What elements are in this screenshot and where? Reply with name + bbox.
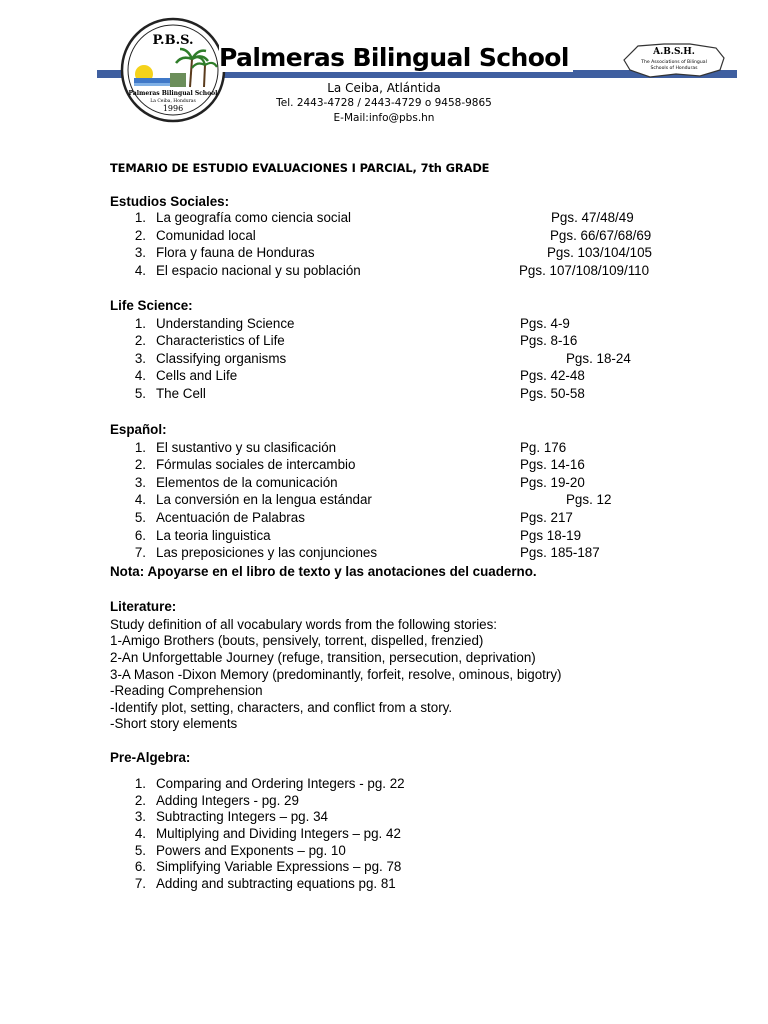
- item-text: Comunidad local: [156, 228, 256, 243]
- item-number: 7.: [134, 876, 146, 891]
- item-number: 1.: [134, 316, 146, 331]
- item-number: 2.: [134, 228, 146, 243]
- item-number: 4.: [134, 368, 146, 383]
- life-science-heading: Life Science:: [110, 298, 193, 313]
- item-number: 2.: [134, 793, 146, 808]
- item-number: 2.: [134, 457, 146, 472]
- item-pages: Pg. 176: [520, 440, 567, 455]
- literature-line: -Identify plot, setting, characters, and conflict from a story.: [110, 700, 453, 715]
- absh-letters: A.B.S.H.: [653, 47, 695, 57]
- item-pages: Pgs. 185-187: [520, 545, 600, 560]
- item-number: 1.: [134, 776, 146, 791]
- item-text: Acentuación de Palabras: [156, 510, 305, 525]
- item-text: La geografía como ciencia social: [156, 210, 352, 225]
- item-text: Classifying organisms: [156, 351, 287, 366]
- item-number: 2.: [134, 333, 146, 348]
- item-number: 3.: [134, 809, 146, 824]
- item-text: Characteristics of Life: [156, 333, 285, 348]
- item-pages: Pgs 18-19: [520, 528, 582, 543]
- item-text: Understanding Science: [156, 316, 295, 331]
- item-text: Multiplying and Dividing Integers – pg. 42: [156, 826, 401, 841]
- item-text: Fórmulas sociales de intercambio: [156, 457, 356, 472]
- item-text: Elementos de la comunicación: [156, 475, 338, 490]
- school-email: E-Mail:info@pbs.hn: [333, 112, 435, 124]
- literature-heading: Literature:: [110, 599, 177, 614]
- item-pages: Pgs. 18-24: [566, 351, 631, 366]
- item-number: 6.: [134, 528, 146, 543]
- absh-logo: [620, 40, 728, 80]
- school-phone: Tel. 2443-4728 / 2443-4729 o 9458-9865: [276, 97, 492, 109]
- absh-text-1: The Associations of Bilingual: [641, 60, 707, 65]
- item-text: El espacio nacional y su población: [156, 263, 361, 278]
- item-pages: Pgs. 8-16: [520, 333, 578, 348]
- literature-line: 3-A Mason -Dixon Memory (predominantly, forfeit, resolve, ominous, bigotry): [110, 667, 562, 682]
- item-number: 3.: [134, 245, 146, 260]
- logo-pbs-name: Palmeras Bilingual School: [128, 90, 218, 97]
- item-pages: Pgs. 14-16: [520, 457, 585, 472]
- item-number: 4.: [134, 492, 146, 507]
- item-pages: Pgs. 107/108/109/110: [519, 263, 650, 278]
- item-text: El sustantivo y su clasificación: [156, 440, 337, 455]
- logo-pbs-place: La Ceiba, Honduras: [150, 99, 196, 104]
- school-name: Palmeras Bilingual School: [219, 43, 573, 72]
- item-text: Adding Integers - pg. 29: [156, 793, 299, 808]
- item-number: 4.: [134, 263, 146, 278]
- item-number: 5.: [134, 510, 146, 525]
- item-text: Flora y fauna de Honduras: [156, 245, 315, 260]
- item-pages: Pgs. 12: [566, 492, 612, 507]
- item-pages: Pgs. 66/67/68/69: [550, 228, 652, 243]
- item-text: Simplifying Variable Expressions – pg. 78: [156, 859, 402, 874]
- absh-text-2: Schools of Honduras: [650, 66, 698, 71]
- school-city: La Ceiba, Atlántida: [327, 81, 441, 95]
- estudios-heading: Estudios Sociales:: [110, 194, 230, 209]
- item-text: Cells and Life: [156, 368, 238, 383]
- item-pages: Pgs. 47/48/49: [551, 210, 634, 225]
- item-pages: Pgs. 19-20: [520, 475, 585, 490]
- item-number: 5.: [134, 386, 146, 401]
- logo-pbs-year: 1996: [162, 104, 184, 113]
- item-pages: Pgs. 217: [520, 510, 573, 525]
- item-number: 1.: [134, 210, 146, 225]
- literature-line: -Short story elements: [110, 716, 238, 731]
- item-text: Subtracting Integers – pg. 34: [156, 809, 328, 824]
- item-pages: Pgs. 103/104/105: [547, 245, 652, 260]
- item-pages: Pgs. 42-48: [520, 368, 585, 383]
- item-number: 3.: [134, 351, 146, 366]
- item-number: 3.: [134, 475, 146, 490]
- espanol-note: Nota: Apoyarse en el libro de texto y las anotaciones del cuaderno.: [110, 564, 537, 579]
- item-text: Powers and Exponents – pg. 10: [156, 843, 346, 858]
- item-number: 7.: [134, 545, 146, 560]
- item-text: La conversión en la lengua estándar: [156, 492, 372, 507]
- literature-line: 1-Amigo Brothers (bouts, pensively, torrent, dispelled, frenzied): [110, 633, 484, 648]
- item-number: 1.: [134, 440, 146, 455]
- item-pages: Pgs. 50-58: [520, 386, 585, 401]
- logo-pbs-top: P.B.S.: [152, 33, 194, 48]
- item-number: 6.: [134, 859, 146, 874]
- item-text: Comparing and Ordering Integers - pg. 22: [156, 776, 405, 791]
- item-text: Adding and subtracting equations pg. 81: [156, 876, 396, 891]
- item-pages: Pgs. 4-9: [520, 316, 570, 331]
- document-title: TEMARIO DE ESTUDIO EVALUACIONES I PARCIAL, 7th GRADE: [110, 161, 490, 175]
- espanol-heading: Español:: [110, 422, 167, 437]
- literature-line: -Reading Comprehension: [110, 683, 263, 698]
- item-text: Las preposiciones y las conjunciones: [156, 545, 378, 560]
- literature-line: Study definition of all vocabulary words from the following stories:: [110, 617, 498, 632]
- item-number: 4.: [134, 826, 146, 841]
- literature-line: 2-An Unforgettable Journey (refuge, transition, persecution, deprivation): [110, 650, 536, 665]
- item-text: The Cell: [156, 386, 206, 401]
- prealgebra-heading: Pre-Algebra:: [110, 750, 191, 765]
- item-number: 5.: [134, 843, 146, 858]
- item-text: La teoria linguistica: [156, 528, 271, 543]
